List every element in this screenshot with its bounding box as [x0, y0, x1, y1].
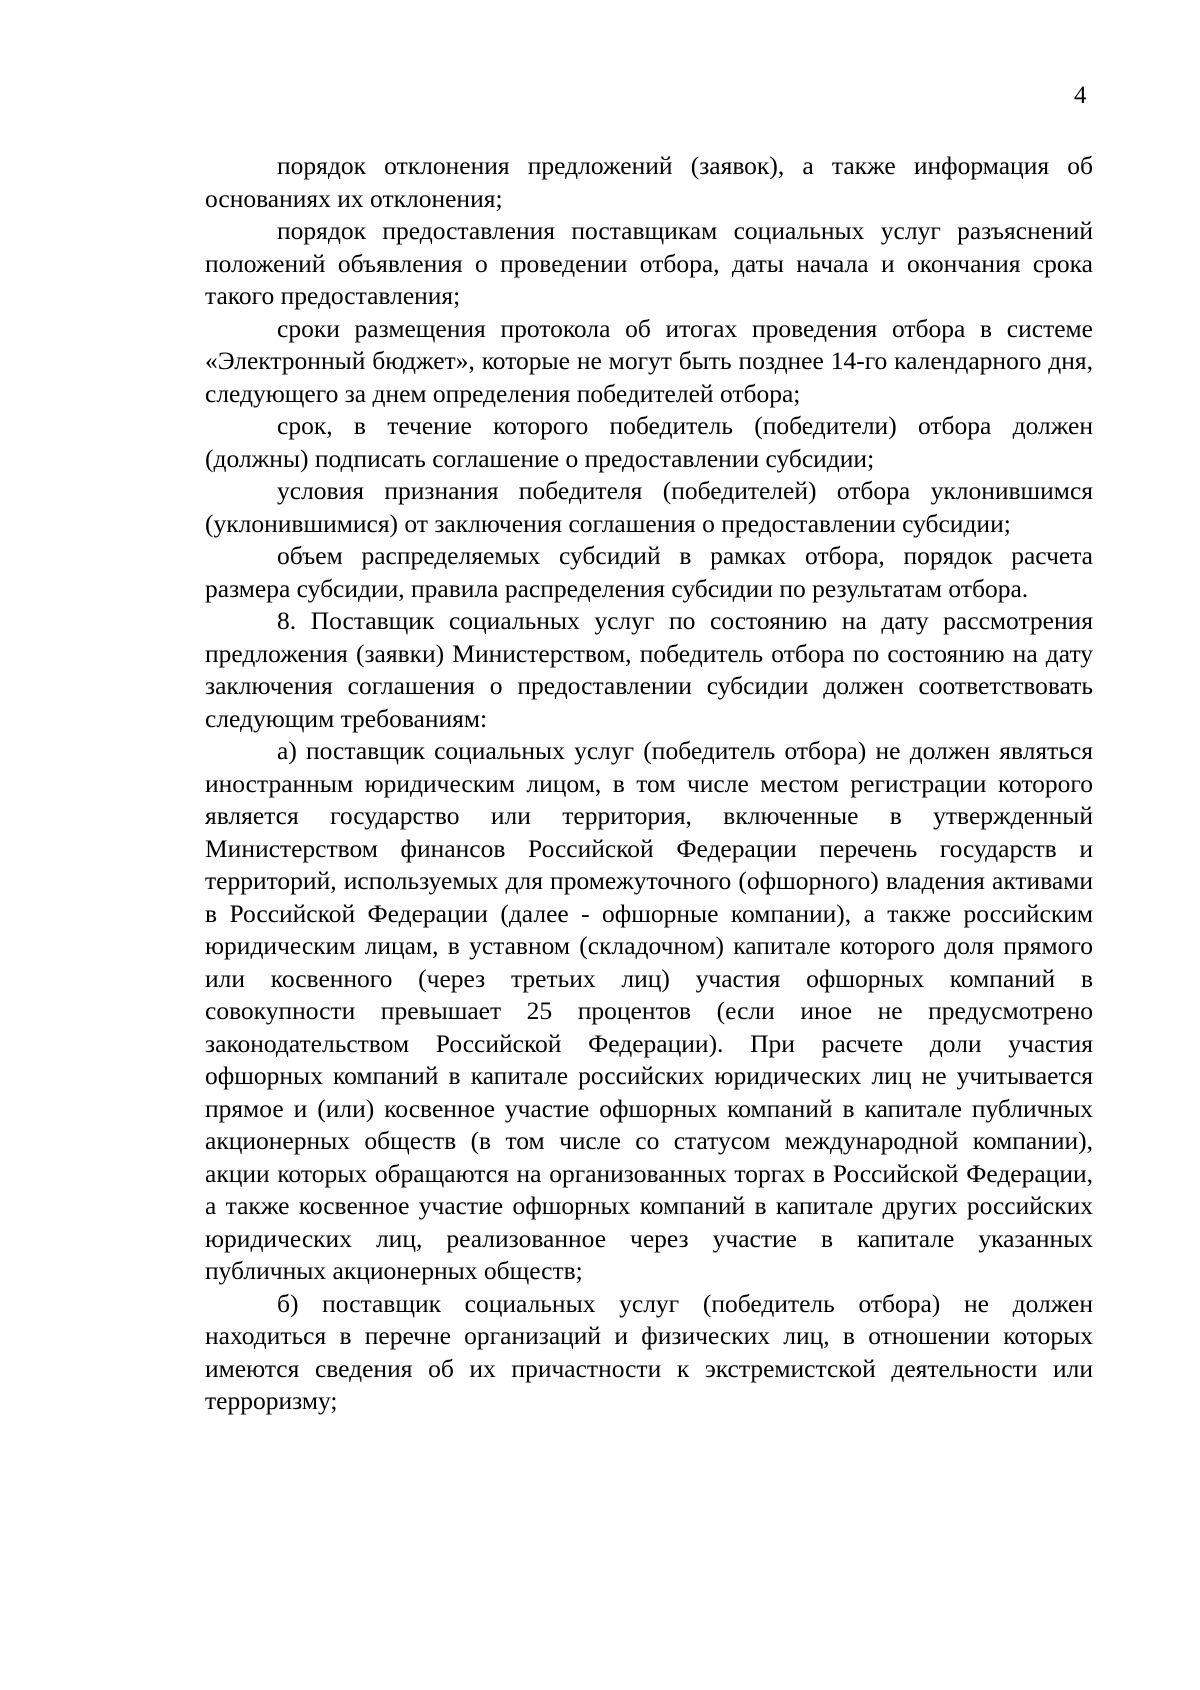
page-number: 4: [1074, 82, 1087, 109]
paragraph-requirement-b: б) поставщик социальных услуг (победитель отбора) не должен находиться в перечне организаций и физических лиц, в отношении которых имеются сведения об их причастности к экстремистской деятельности или терроризму;: [205, 1288, 1093, 1415]
paragraph-subsidy-volume: объем распределяемых субсидий в рамках отбора, порядок расчета размера субсидии, правила распределения субсидии по результатам отбора.: [205, 541, 1093, 603]
paragraph-section-8: 8. Поставщик социальных услуг по состоянию на дату рассмотрения предложения (заявки) Министерством, победитель отбора по состоянию на дату заключения соглашения о предоставлении субсидии должен соответствовать следующим требованиям:: [205, 606, 1093, 733]
paragraph-requirement-a: а) поставщик социальных услуг (победитель отбора) не должен являться иностранным юридическим лицом, в том числе местом регистрации которого является государство или территория, включенные в утвержденный Министерством финансов Российской Федерации перечень государств и территорий, используемых для промежуточного (офшорного) владения активами в Российской Федерации (далее - офшорные компании), а также российским юридическим лицам, в уставном (складочном) капитале которого доля прямого или косвенного (через третьих лиц) участия офшорных компаний в совокупности превышает 25 процентов (если иное не предусмотрено законодательством Российской Федерации). При расчете доли участия офшорных компаний в капитале российских юридических лиц не учитывается прямое и (или) косвенное участие офшорных компаний в капитале публичных акционерных обществ (в том числе со статусом международной компании), акции которых обращаются на организованных торгах в Российской Федерации, а также косвенное участие офшорных компаний в капитале других российских юридических лиц, реализованное через участие в капитале указанных публичных акционерных обществ;: [205, 736, 1093, 1285]
paragraph-clarifications-procedure: порядок предоставления поставщикам социальных услуг разъяснений положений объявления о проведении отбора, даты начала и окончания срока такого предоставления;: [205, 216, 1093, 310]
paragraph-signing-deadline: срок, в течение которого победитель (победители) отбора должен (должны) подписать соглашение о предоставлении субсидии;: [205, 411, 1093, 473]
paragraph-evasion-conditions: условия признания победителя (победителей) отбора уклонившимся (уклонившимися) от заключения соглашения о предоставлении субсидии;: [205, 476, 1093, 538]
document-body: [205, 150, 1093, 1418]
paragraph-protocol-deadlines: сроки размещения протокола об итогах проведения отбора в системе «Электронный бюджет», которые не могут быть позднее 14-го календарного дня, следующего за днем определения победителей отбора;: [205, 313, 1093, 408]
paragraph-rejection-procedure: порядок отклонения предложений (заявок), а также информация об основаниях их отклонения;: [205, 151, 1093, 213]
